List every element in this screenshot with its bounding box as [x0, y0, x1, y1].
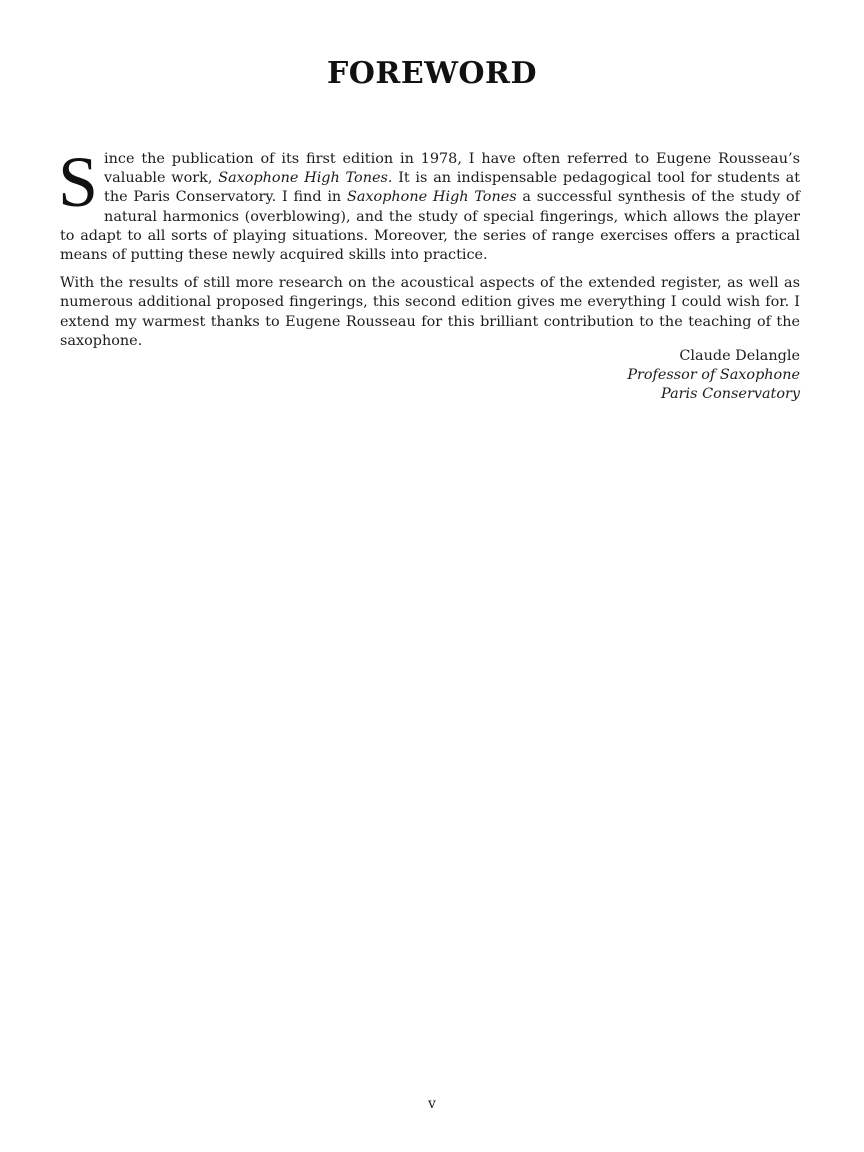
signature-role: Professor of Saxophone	[627, 367, 800, 383]
book-title-italic: Saxophone High Tones.	[218, 170, 393, 187]
foreword-body	[58, 142, 800, 360]
signature-block	[627, 347, 800, 404]
paragraph-1-text-a: ince the publication of its first edition in 1978, I have often referred to Eugene Rousseau’s valuable work,	[104, 151, 800, 187]
drop-cap: S	[58, 142, 99, 222]
signature-institution: Paris Conservatory	[661, 386, 800, 402]
paragraph-1-text-b: It is an indispensable pedagogical tool for students at the Paris Conservatory. I find in	[104, 170, 800, 206]
paragraph-2: With the results of still more research on the acoustical aspects of the extended register, as well as numerous additional proposed fingerings, this second edition gives me everything I could wish for. I extend my warmest thanks to Eugene Rousseau for this brilliant contribution to the teaching of the saxophone.	[60, 275, 800, 349]
paragraph-1	[58, 142, 800, 265]
signature-name: Claude Delangle	[679, 348, 800, 364]
book-title-italic-2: Saxophone High Tones	[346, 189, 517, 206]
paragraph-1-text-c: a successful synthesis of the study of natural harmonics (overblowing), and the study of special fingerings, which allows the player to adapt to all sorts of playing situations. Moreover, the series of range exercises offers a practical means of putting these newly acquired skills into practice.	[60, 189, 800, 264]
page-number: v	[428, 1096, 436, 1112]
page-title: FOREWORD	[326, 56, 537, 91]
